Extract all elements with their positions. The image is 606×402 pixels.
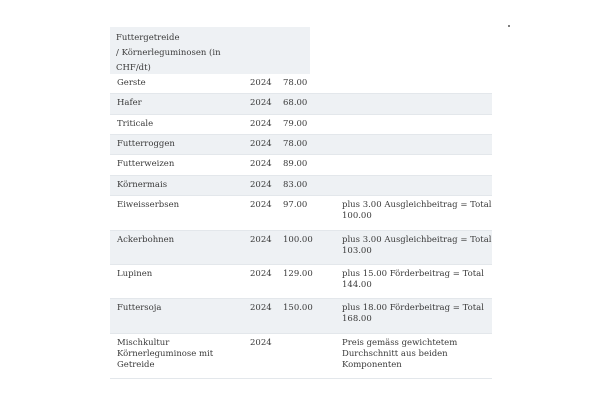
row-year: 2024 (250, 78, 272, 88)
row-note: plus 15.00 Förderbeitrag = Total 144.00 (342, 269, 484, 290)
row-name: Körnermais (117, 180, 168, 190)
price-table (110, 74, 492, 379)
table-row-gerste (110, 74, 492, 94)
row-note: plus 3.00 Ausgleichbeitrag = Total 100.00 (342, 200, 492, 221)
row-price: 89.00 (283, 159, 308, 169)
table-row-ackerbohnen (110, 231, 492, 265)
row-name: Eiweisserbsen (117, 200, 180, 210)
row-year: 2024 (250, 98, 272, 108)
table-row-koernermais (110, 176, 492, 196)
decorative-dot (508, 25, 510, 27)
table-row-lupinen (110, 265, 492, 299)
row-price: 78.00 (283, 139, 308, 149)
row-price: 100.00 (283, 235, 313, 245)
row-year: 2024 (250, 159, 272, 169)
table-row-hafer (110, 94, 492, 115)
row-year: 2024 (250, 338, 272, 348)
row-year: 2024 (250, 269, 272, 279)
row-name: Ackerbohnen (117, 235, 175, 245)
table-header-cell (110, 27, 310, 74)
row-year: 2024 (250, 235, 272, 245)
row-note: plus 3.00 Ausgleichbeitrag = Total 103.00 (342, 235, 492, 256)
table-row-futterroggen (110, 135, 492, 155)
row-year: 2024 (250, 139, 272, 149)
row-name: Lupinen (117, 269, 153, 279)
row-name: Futterweizen (117, 159, 175, 169)
row-name: Gerste (117, 78, 146, 88)
header-line: / Körnerleguminosen (in (116, 48, 221, 58)
row-name: Futtersoja (117, 303, 162, 313)
row-price: 68.00 (283, 98, 308, 108)
table-row-eiweisserbsen (110, 196, 492, 231)
row-price: 83.00 (283, 180, 308, 190)
table-row-mischkultur (110, 334, 492, 379)
row-name: Triticale (117, 119, 154, 129)
row-price: 78.00 (283, 78, 308, 88)
row-note: Preis gemäss gewichtetem Durchschnitt aus beiden Komponenten (342, 338, 458, 370)
header-line: CHF/dt) (116, 63, 151, 73)
row-note: plus 18.00 Förderbeitrag = Total 168.00 (342, 303, 484, 324)
table-row-triticale (110, 115, 492, 135)
row-price: 97.00 (283, 200, 308, 210)
row-name: Mischkultur Körnerleguminose mit Getreide (117, 338, 214, 370)
row-year: 2024 (250, 200, 272, 210)
row-price: 79.00 (283, 119, 308, 129)
row-name: Hafer (117, 98, 142, 108)
table-row-futtersoja (110, 299, 492, 334)
row-year: 2024 (250, 119, 272, 129)
table-row-futterweizen (110, 155, 492, 176)
row-name: Futterroggen (117, 139, 175, 149)
row-price: 150.00 (283, 303, 313, 313)
row-year: 2024 (250, 303, 272, 313)
row-price: 129.00 (283, 269, 313, 279)
header-line: Futtergetreide (116, 33, 180, 43)
row-year: 2024 (250, 180, 272, 190)
